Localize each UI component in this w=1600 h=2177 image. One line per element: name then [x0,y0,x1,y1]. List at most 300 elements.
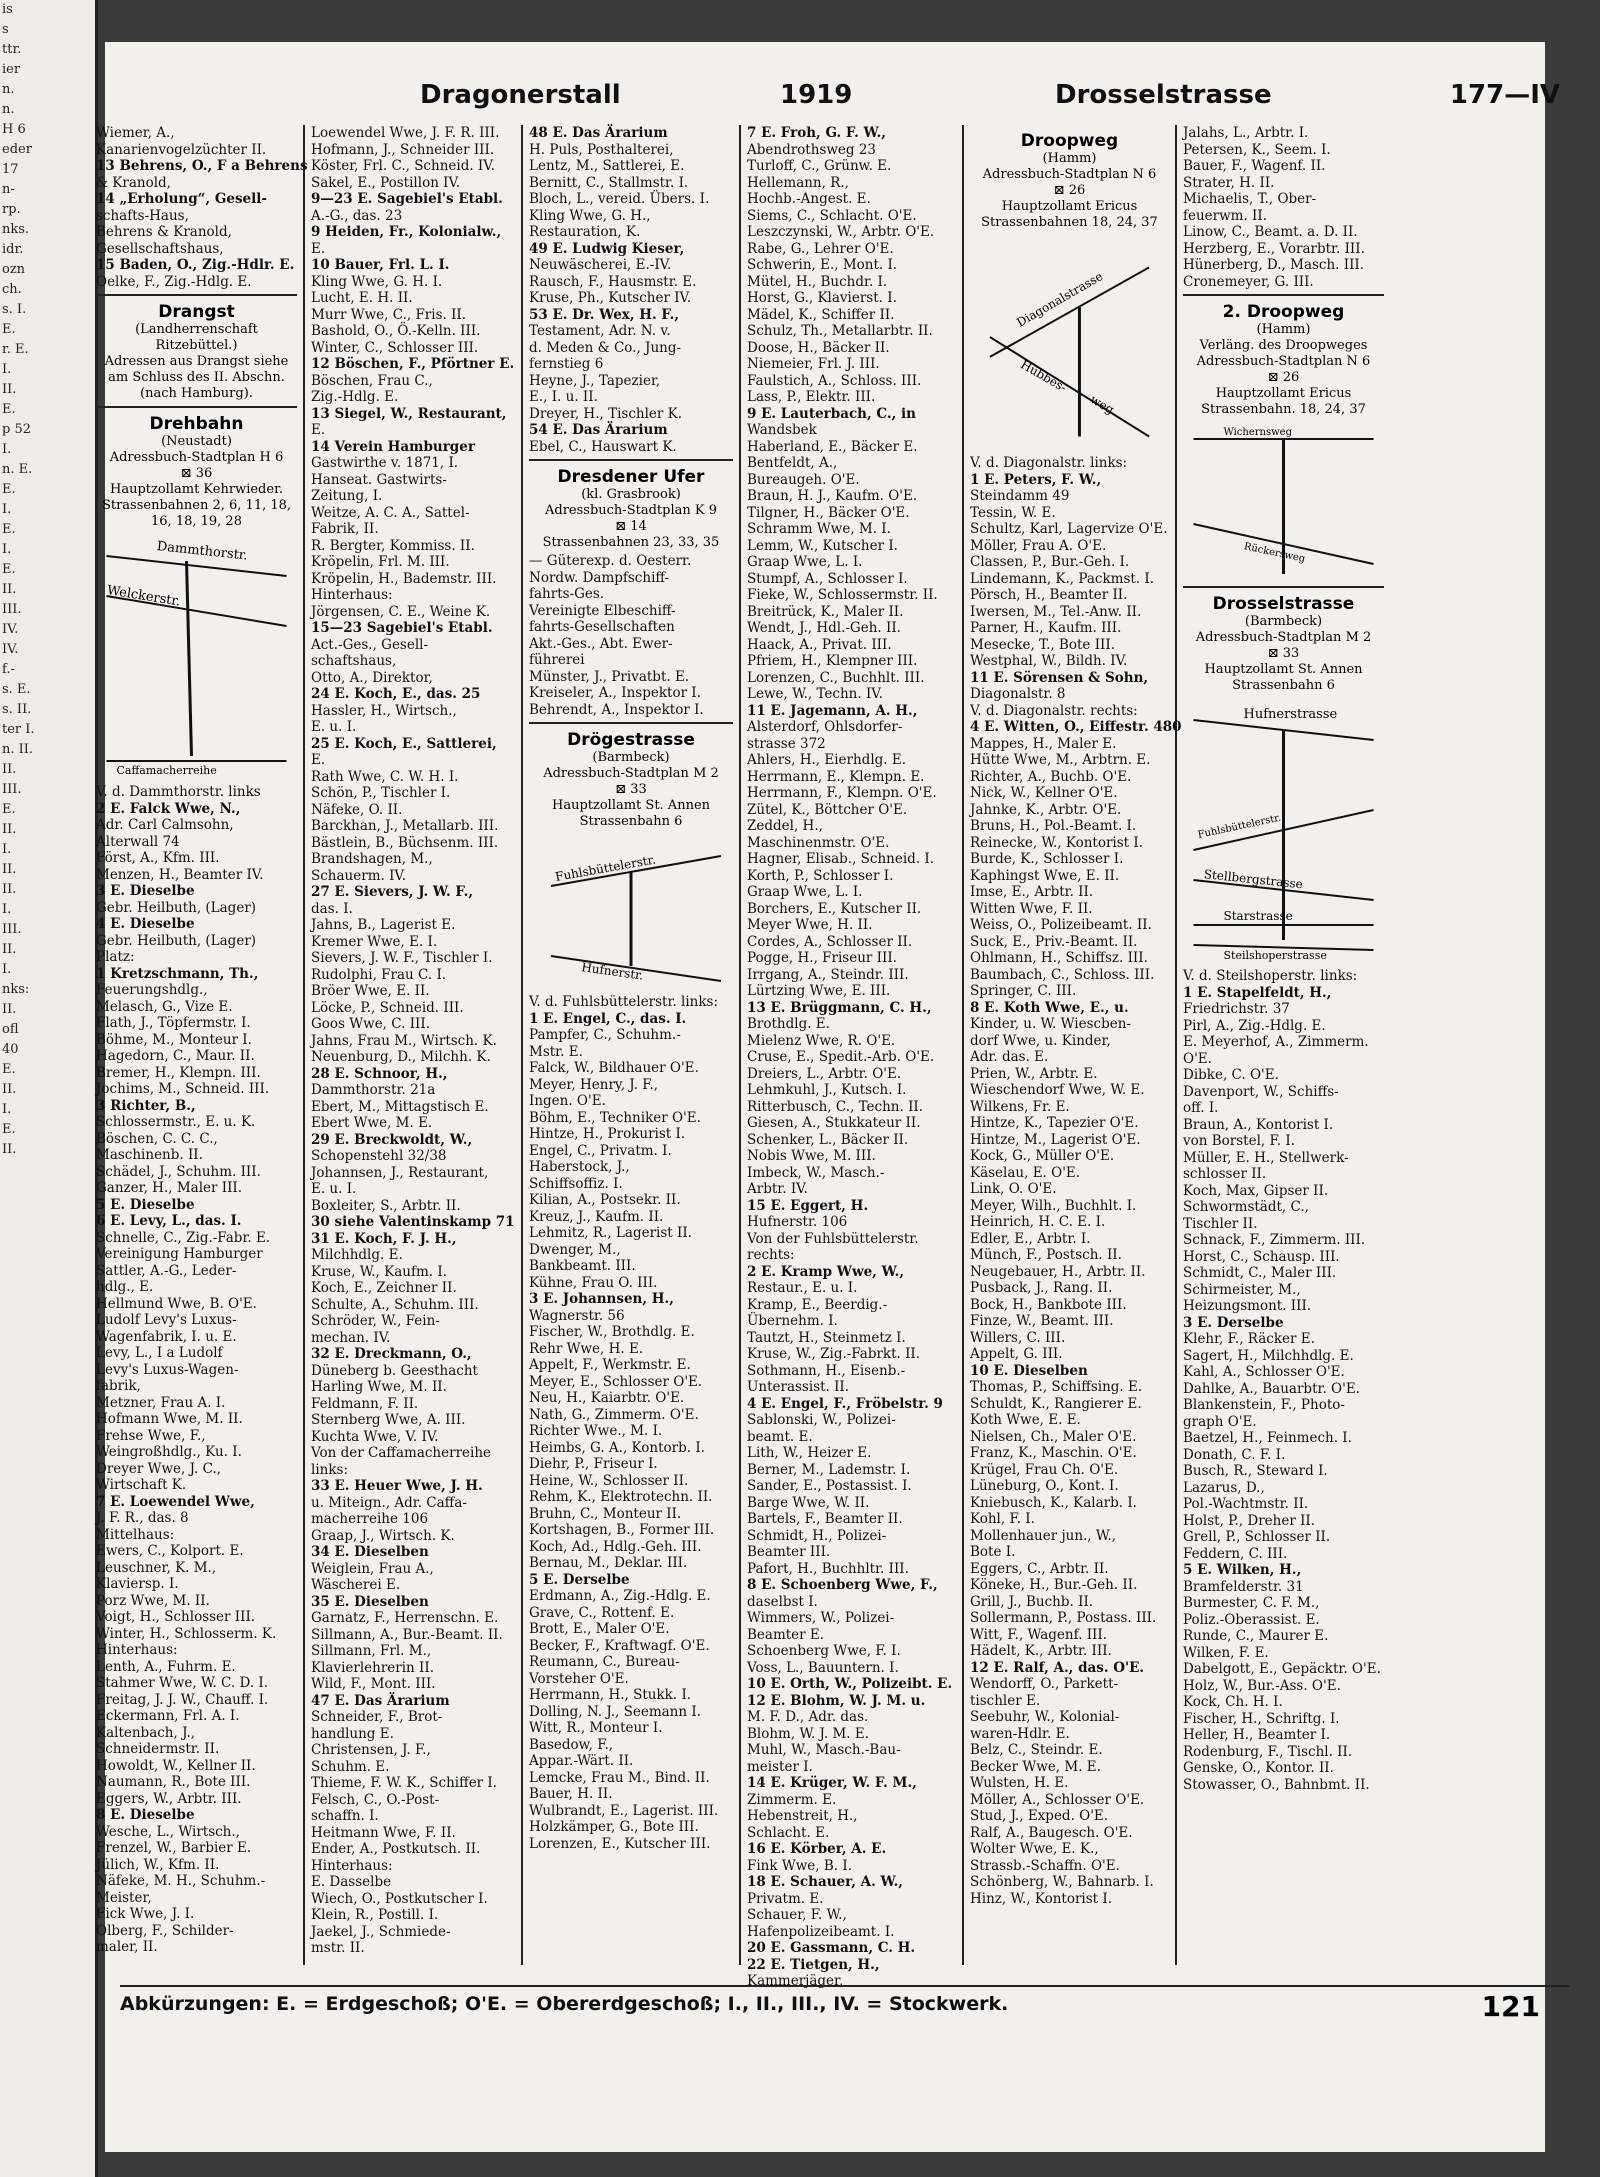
directory-entry: Faulstich, A., Schloss. III. [747,372,922,389]
directory-entry: Schuldt, K., Rangierer E. [970,1395,1142,1412]
directory-entry: Cronemeyer, G. III. [1183,273,1314,290]
directory-entry: Sagert, H., Milchhdlg. E. [1183,1347,1354,1364]
directory-entry: Hellmund Wwe, B. O'E. [96,1295,257,1312]
street-heading-droegestrasse [529,730,733,830]
directory-entry: Käselau, E. O'E. [970,1164,1081,1181]
left-page-fragment: III. [2,782,22,797]
directory-entry: Neugebauer, H., Arbtr. II. [970,1263,1146,1280]
directory-entry: Schröder, W., Fein- [311,1313,440,1329]
directory-entry: Irrgang, A., Steindr. III. [747,966,909,983]
directory-entry: Wiemer, A., [96,125,175,141]
directory-entry: Horst, C., Schausp. III. [1183,1248,1340,1265]
divider [1183,586,1384,588]
directory-entry: Stahmer Wwe, W. C. D. I. [96,1675,269,1691]
street-sketch-2-droopweg [1183,424,1384,574]
sketch-label: Fuhlsbüttelerstr. [1196,812,1283,841]
directory-entry: Sothmann, H., Eisenb.- [747,1362,906,1379]
directory-entry: Lenth, A., Fuhrm. E. [96,1658,236,1675]
directory-entry: Burde, K., Schlosser I. [970,851,1124,867]
directory-entry: Levy, L., I a Ludolf [96,1345,223,1361]
left-page-fragment: E. [2,322,16,337]
directory-entry: Richter Wwe., M. I. [529,1423,663,1439]
directory-entry: Zimmerm. E. [747,1791,837,1808]
directory-entry: Brandshagen, M., [311,851,433,867]
directory-entry: Parner, H., Kaufm. III. [970,620,1122,636]
directory-entry: 16 E. Körber, A. E. [747,1841,887,1857]
directory-entry: fabrik, [96,1378,141,1394]
directory-entry: Bashold, O., Ö.-Kelln. III. [311,323,481,339]
left-page-fragment: ier [2,62,21,77]
directory-entry: Bauer, F., Wagenf. II. [1183,158,1326,174]
directory-entry: 15 Baden, O., Zig.-Hdlr. E. [96,257,295,273]
directory-entry: Akt.-Ges., Abt. Ewer- [529,635,673,652]
sketch-label: Hufnerstrasse [1243,707,1338,722]
left-page-fragment: ozn [2,262,26,277]
directory-entry: Wandsbek [747,422,817,438]
directory-entry: Graap Wwe, L. I. [747,884,863,900]
abbreviation-footer [120,1985,1570,2033]
directory-entry: Levy's Luxus-Wagen- [96,1361,239,1378]
directory-entry: schlosser II. [1183,1166,1267,1182]
directory-entry: Blankenstein, F., Photo- [1183,1397,1345,1413]
directory-entry: 4 E. Engel, F., Fröbelstr. 9 [747,1395,943,1412]
street-title: Drosselstrasse [1212,594,1355,614]
directory-entry: Ahlers, H., Eierhdlg. E. [747,752,907,768]
street-sketch-drosselstrasse [1183,700,1384,960]
directory-entry: Adr. das. E. [970,1049,1049,1065]
directory-entry: Burmester, C. F. M., [1183,1595,1320,1611]
directory-entry: 34 E. Dieselben [311,1544,429,1560]
directory-entry: Hünerberg, D., Masch. III. [1183,257,1365,273]
directory-entry: Sternberg Wwe, A. III. [311,1412,466,1428]
directory-entry: Herrmann, E., Klempn. E. [747,768,925,785]
directory-entry: Harling Wwe, M. II. [311,1379,447,1395]
directory-entry: Flath, J., Töpfermstr. I. [96,1015,251,1031]
directory-entry: Schauer, F. W., [747,1907,847,1923]
directory-entry: Christensen, J. F., [311,1742,431,1758]
directory-entry: Unterassist. II. [747,1379,850,1395]
directory-entry: Naumann, R., Bote III. [96,1774,251,1790]
directory-entry: fernstieg 6 [529,356,604,372]
directory-entry: 13 Siegel, W., Restaurant, [311,405,507,422]
directory-entry: Maschinenb. II. [96,1147,203,1163]
column-1 [90,125,308,1965]
directory-entry: Gesellschaftshaus, [96,240,224,257]
directory-entry: Schneidermstr. II. [96,1741,220,1757]
directory-entry: Jörgensen, C. E., Weine K. [311,603,491,620]
directory-entry: E. u. I. [311,1181,357,1197]
directory-entry: Feddern, C. III. [1183,1545,1288,1562]
directory-entry: Koth Wwe, E. E. [970,1412,1081,1428]
directory-entry: Imbeck, W., Masch.- [747,1164,885,1181]
directory-entry: Sander, E., Postassist. I. [747,1478,912,1494]
directory-entry: Schädel, J., Schuhm. III. [96,1163,261,1180]
directory-entry: Pol.-Wachtmstr. II. [1183,1496,1309,1512]
directory-entry: Otto, A., Direktor, [311,669,433,686]
directory-entry: Iwersen, M., Tel.-Anw. II. [970,603,1142,620]
directory-entry: macherreihe 106 [311,1511,429,1527]
directory-entry: Suck, E., Priv.-Beamt. II. [970,933,1138,950]
directory-entry: Beamter E. [747,1626,825,1643]
directory-entry: E. [311,422,326,438]
directory-entry: Sievers, J. W. F., Tischler I. [311,950,493,966]
directory-entry: Haack, A., Privat. III. [747,636,892,653]
header-right-street: Drosselstrasse [1055,80,1272,110]
directory-entry: Link, O. O'E. [970,1181,1057,1197]
directory-entry: Rehm, K., Elektrotechn. II. [529,1489,713,1505]
col3-entries-a [529,125,733,455]
directory-entry: Hinterhaus: [311,1857,393,1874]
directory-entry: 12 E. Ralf, A., das. O'E. [970,1659,1145,1676]
left-page-fragment: 40 [2,1042,19,1057]
directory-entry: Holz, W., Bur.-Ass. O'E. [1183,1677,1341,1694]
directory-entry: Runde, C., Maurer E. [1183,1628,1329,1644]
directory-entry: Hintze, M., Lagerist O'E. [970,1131,1141,1148]
street-title: 2. Droopweg [1222,302,1345,322]
directory-entry: Stumpf, A., Schlosser I. [747,570,908,587]
directory-entry: Köster, Frl. C., Schneid. IV. [311,158,495,174]
directory-entry: Rehr Wwe, H. E. [529,1340,644,1357]
directory-entry: E., I. u. II. [529,389,598,405]
directory-entry: Brott, E., Maler O'E. [529,1621,670,1637]
directory-entry: Hinterhaus: [311,587,393,603]
street-info-line: Adressbuch-Stadtplan K 9 [545,503,717,518]
left-page-fragment: II. [2,942,17,957]
directory-entry: Kammerjäger, [747,1973,844,1989]
directory-entry: E. Meyerhof, A., Zimmerm. [1183,1034,1369,1050]
directory-entry: Blohm, W. J. M. E. [747,1725,870,1742]
directory-entry: Becker, F., Kraftwagf. O'E. [529,1637,710,1654]
directory-entry: Wulbrandt, E., Lagerist. III. [529,1802,719,1819]
directory-entry: Felsch, C., O.-Post- [311,1791,440,1808]
sketch-label: Stellbergstrasse [1203,867,1304,892]
directory-entry: 53 E. Dr. Wex, H. F., [529,306,680,323]
directory-entry: Näfeke, M. H., Schuhm.- [96,1873,266,1889]
street-info-line: am Schluss des II. Abschn. [108,370,285,385]
directory-entry: Braun, A., Kontorist I. [1183,1116,1334,1133]
street-info-line: Ritzebüttel.) [155,338,238,353]
col5-entries [970,455,1182,1907]
directory-entry: Dibke, C. O'E. [1183,1067,1279,1083]
directory-entry: Schmidt, C., Maler III. [1183,1265,1337,1281]
directory-entry: Mütel, H., Buchdr. I. [747,273,888,290]
directory-entry: Schlossermstr., E. u. K. [96,1114,256,1130]
directory-entry: Kramp, E., Beerdig.- [747,1296,888,1313]
street-info-line: Hauptzollamt St. Annen [1204,662,1363,677]
left-page-fragment: IV. [2,642,19,657]
directory-entry: Tautzt, H., Steinmetz I. [747,1329,906,1346]
directory-entry: 3 E. Dieselbe [96,883,195,899]
directory-entry: Fabrik, II. [311,521,379,537]
directory-entry: Wendt, J., Hdl.-Geh. II. [747,620,901,636]
directory-entry: Tilgner, H., Bäcker O'E. [747,504,910,521]
directory-entry: Böschen, Frau C., [311,372,433,389]
directory-entry: 15 E. Eggert, H. [747,1197,869,1214]
left-page-fragment: I. [2,362,12,377]
directory-entry: Zig.-Hdlg. E. [311,389,399,405]
left-page-fragment: II. [2,1142,17,1157]
directory-entry: Vorsteher O'E. [529,1670,629,1687]
directory-entry: 20 E. Gassmann, C. H. [747,1940,916,1956]
directory-entry: Hofmann, J., Schneider III. [311,141,495,158]
directory-entry: Porz Wwe, M. II. [96,1592,210,1609]
street-title: Drehbahn [149,414,244,434]
left-page-fragment: I. [2,1102,12,1117]
col1-entries-b [96,784,297,1956]
directory-entry: Pusback, J., Rang. II. [970,1280,1113,1296]
directory-entry: 1 E. Stapelfeldt, H., [1183,984,1332,1001]
directory-entry: Mädel, K., Schiffer II. [747,306,895,323]
sketch-label: Dammthorstr. [156,539,249,564]
street-info-line: ⊠ 26 [1267,370,1300,385]
directory-entry: Goos Wwe, C. III. [311,1016,430,1032]
directory-entry: Eckermann, Frl. A. I. [96,1708,240,1724]
directory-entry: Dreyer Wwe, J. C., [96,1460,222,1477]
directory-entry: Bankbeamt. III. [529,1258,636,1274]
directory-entry: Krügel, Frau Ch. O'E. [970,1461,1119,1478]
street-info-line: Strassenbahn 6 [1232,678,1335,693]
directory-columns [90,125,1390,1989]
directory-entry: Ludolf Levy's Luxus- [96,1312,237,1328]
directory-entry: Melasch, G., Vize E. [96,998,233,1015]
col2-entries [311,125,515,1957]
street-info-line: ⊠ 33 [615,782,647,797]
directory-entry: Hellemann, R., [747,174,849,191]
directory-entry: Dahlke, A., Bauarbtr. O'E. [1183,1380,1360,1397]
street-subinfo [1183,614,1384,694]
directory-entry: Nobis Wwe, M. III. [747,1148,876,1164]
directory-entry: 49 E. Ludwig Kieser, [529,240,685,257]
directory-entry: Holst, P., Dreher II. [1183,1512,1316,1529]
directory-entry: Näfeke, O. II. [311,801,403,818]
directory-entry: Feldmann, F. II. [311,1395,419,1412]
directory-entry: Ganzer, H., Maler III. [96,1180,243,1196]
directory-entry: Neu, H., Kaiarbtr. O'E. [529,1390,685,1406]
directory-entry: Jülich, W., Kfm. II. [96,1856,220,1873]
directory-entry: V. d. Steilshoperstr. links: [1183,968,1358,984]
directory-entry: handlung E. [311,1725,394,1742]
directory-entry: 27 E. Sievers, J. W. F., [311,884,474,900]
directory-entry: Schönberg, W., Bahnarb. I. [970,1874,1154,1890]
directory-entry: dorf Wwe, u. Kinder, [970,1032,1111,1049]
directory-entry: Bauer, H. II. [529,1786,613,1802]
directory-entry: Kniebusch, K., Kalarb. I. [970,1494,1137,1511]
directory-entry: Bramfelderstr. 31 [1183,1578,1304,1595]
directory-entry: Genske, O., Kontor. II. [1183,1760,1334,1776]
directory-entry: das. I. [311,900,353,917]
directory-entry: Brothdlg. E. [747,1016,830,1032]
column-5 [964,125,1182,1965]
directory-entry: Pfriem, H., Klempner III. [747,653,918,669]
left-page-fragment: 17 [2,162,19,177]
left-page-fragment: ch. [2,282,22,297]
directory-entry: V. d. Dammthorstr. links [96,784,261,800]
header-left-street: Dragonerstall [420,80,621,110]
directory-entry: 3 E. Derselbe [1183,1314,1284,1331]
left-page-fragment: s. II. [2,702,32,717]
directory-entry: 28 E. Schnoor, H., [311,1065,448,1082]
street-info-line: Adressbuch-Stadtplan H 6 [109,450,284,465]
directory-entry: Gebr. Heilbuth, (Lager) [96,932,257,949]
street-info-line: Strassenbahnen 18, 24, 37 [981,215,1158,230]
directory-entry: Sablonski, W., Polizei- [747,1412,896,1428]
directory-entry: Hinterhaus: [96,1642,178,1658]
directory-entry: Vereinigung Hamburger [96,1246,263,1262]
street-info-line: Strassenbahn. 18, 24, 37 [1201,402,1366,417]
left-page-fragment: II. [2,882,17,897]
directory-entry: 9—23 E. Sagebiel's Etabl. [311,191,503,207]
directory-entry: 5 E. Dieselbe [96,1196,195,1213]
directory-entry: Lorenzen, C., Buchhlt. III. [747,669,925,686]
directory-entry: schafts-Haus, [96,207,189,224]
street-heading-droopweg [970,131,1169,231]
directory-entry: fahrts-Ges. [529,586,605,602]
street-title: Drögestrasse [567,730,695,750]
directory-entry: Lüneburg, O., Kont. I. [970,1478,1119,1494]
page-header [90,80,1560,120]
directory-entry: Behrendt, A., Inspektor I. [529,701,704,718]
directory-entry: Turloff, C., Grünw. E. [747,158,892,174]
directory-entry: E. [311,240,326,257]
directory-entry: Barckhan, J., Metallarb. III. [311,818,499,834]
left-page-fragment: II. [2,1002,17,1017]
left-page-fragment: eder [2,142,32,157]
directory-entry: Bernau, M., Deklar. III. [529,1555,688,1571]
left-page-fragment: ofl [2,1022,19,1037]
directory-entry: Klehr, F., Räcker E. [1183,1331,1315,1347]
directory-entry: meister I. [747,1758,813,1775]
directory-entry: Dammthorstr. 21a [311,1082,436,1098]
directory-entry: Michaelis, T., Ober- [1183,191,1317,207]
directory-entry: Mielenz Wwe, R. O'E. [747,1032,896,1049]
directory-entry: Johannsen, J., Restaurant, [311,1164,489,1181]
directory-entry: graph O'E. [1183,1413,1257,1430]
directory-entry: Kohl, F. I. [970,1511,1035,1527]
directory-entry: Hagner, Elisab., Schneid. I. [747,851,935,867]
directory-entry: Poliz.-Oberassist. E. [1183,1611,1320,1628]
directory-entry: maler, II. [96,1939,158,1955]
directory-entry: Kremer Wwe, E. I. [311,933,438,950]
directory-entry: Thieme, F. W. K., Schiffer I. [311,1775,498,1791]
directory-entry: Kahl, A., Schlosser O'E. [1183,1364,1345,1380]
left-page-fragment: E. [2,562,16,577]
divider [529,722,733,724]
directory-entry: Niemeier, Frl. J. III. [747,356,880,372]
street-info-line: Hauptzollamt St. Annen [551,798,711,813]
directory-entry: Maschinenmstr. O'E. [747,834,890,851]
directory-entry: Hochb.-Angest. E. [747,191,871,207]
directory-entry: Fischer, H., Schriftg. I. [1183,1710,1340,1727]
directory-entry: Rabe, G., Lehrer O'E. [747,240,894,257]
directory-entry: Stowasser, O., Bahnbmt. II. [1183,1776,1370,1793]
directory-entry: Lorenzen, E., Kutscher III. [529,1835,711,1852]
directory-entry: Braun, H. J., Kaufm. O'E. [747,488,918,504]
left-page-fragment: n- [2,182,15,197]
directory-entry: Wolter Wwe, E. K., [970,1841,1099,1857]
directory-entry: Schnelle, C., Zig.-Fabr. E. [96,1229,271,1246]
directory-entry: Olberg, F., Schilder- [96,1922,234,1939]
directory-entry: tischler E. [970,1692,1041,1709]
directory-entry: Appar.-Wärt. II. [529,1753,634,1769]
directory-entry: Boxleiter, S., Arbtr. II. [311,1197,461,1214]
directory-entry: 1 E. Engel, C., das. I. [529,1010,687,1027]
directory-entry: Hagedorn, C., Maur. II. [96,1048,255,1064]
directory-entry: Frehse Wwe, F., [96,1427,206,1444]
directory-entry: Bentfeldt, A., [747,455,838,471]
directory-entry: Meyer Wwe, H. II. [747,917,873,933]
directory-entry: Wirtschaft K. [96,1477,187,1493]
directory-entry: 15—23 Sagebiel's Etabl. [311,620,493,636]
header-page-ref: 177—IV [1449,80,1560,110]
directory-entry: Baumbach, C., Schloss. III. [970,966,1155,983]
directory-entry: Mappes, H., Maler E. [970,735,1117,752]
directory-entry: Bruhn, C., Monteur II. [529,1505,682,1522]
directory-entry: Erdmann, A., Zig.-Hdlg. E. [529,1588,711,1604]
directory-entry: Davenport, W., Schiffs- [1183,1083,1339,1100]
directory-entry: 25 E. Koch, E., Sattlerei, [311,735,497,752]
directory-entry: Schnack, F., Zimmerm. III. [1183,1232,1366,1248]
street-info-line: (Hamm) [1042,151,1097,166]
directory-entry: 14 E. Krüger, W. F. M., [747,1775,917,1791]
left-page-fragment: nks. [2,222,30,237]
directory-entry: Kinder, u. W. Wiescben- [970,1016,1131,1032]
directory-entry: Meyer, E., Schlosser O'E. [529,1373,703,1390]
street-heading-2-droopweg [1183,302,1384,418]
sketch-label: Fuhlsbüttelerstr. [554,852,657,884]
directory-entry: 1 E. Peters, F. W., [970,471,1102,488]
directory-entry: Sillmann, A., Bur.-Beamt. II. [311,1626,503,1643]
directory-entry: Jahnke, K., Arbtr. O'E. [970,801,1122,818]
directory-entry: Restaur., E. u. I. [747,1280,858,1296]
directory-entry: Hinz, W., Kontorist I. [970,1890,1113,1907]
directory-entry: Bröer Wwe, E. II. [311,983,430,999]
directory-entry: Busch, R., Steward I. [1183,1463,1328,1479]
directory-entry: Schramm Wwe, M. I. [747,521,891,537]
directory-entry: Imse, E., Arbtr. II. [970,884,1094,900]
street-info-line: (Landherrenschaft [135,322,258,337]
directory-entry: Dwenger, M., [529,1241,621,1258]
directory-entry: Ewers, C., Kolport. E. [96,1543,244,1559]
directory-entry: Hädelt, K., Arbtr. III. [970,1643,1112,1659]
directory-entry: Winter, C., Schlosser III. [311,339,479,356]
directory-entry: Lith, W., Heizer E. [747,1445,872,1461]
directory-entry: Mittelhaus: [96,1526,175,1543]
directory-entry: 3 Richter, B., [96,1097,196,1114]
directory-entry: Heine, W., Schlosser II. [529,1472,689,1489]
directory-entry: Kling Wwe, G. H. I. [311,273,443,290]
directory-entry: 18 E. Schauer, A. W., [747,1874,903,1890]
directory-entry: Kock, Ch. H. I. [1183,1694,1283,1710]
directory-entry: Kaltenbach, J., [96,1724,196,1741]
directory-entry: Mstr. E. [529,1043,583,1060]
left-page-fragment: III. [2,602,22,617]
directory-entry: 7 E. Froh, G. F. W., [747,125,886,141]
directory-entry: Heitmann Wwe, F. II. [311,1824,456,1841]
directory-entry: Möller, Frau A. O'E. [970,537,1107,554]
directory-entry: Bloch, L., vereid. Übers. I. [529,191,710,207]
directory-entry: Voss, L., Bauuntern. I. [747,1659,899,1676]
directory-entry: 2 E. Kramp Wwe, W., [747,1263,905,1280]
left-page-fragment: E. [2,802,16,817]
sketch-label: Diagonalstrasse [1014,269,1106,330]
directory-entry: Reinecke, W., Kontorist I. [970,834,1143,851]
sketch-label: weg [1087,392,1117,417]
directory-entry: Grell, P., Schlosser II. [1183,1529,1331,1545]
street-subinfo [96,322,297,402]
directory-entry: Köneke, H., Bur.-Geh. II. [970,1577,1138,1593]
left-page-fragment: I. [2,962,12,977]
directory-entry: Becker Wwe, M. E. [970,1758,1101,1775]
